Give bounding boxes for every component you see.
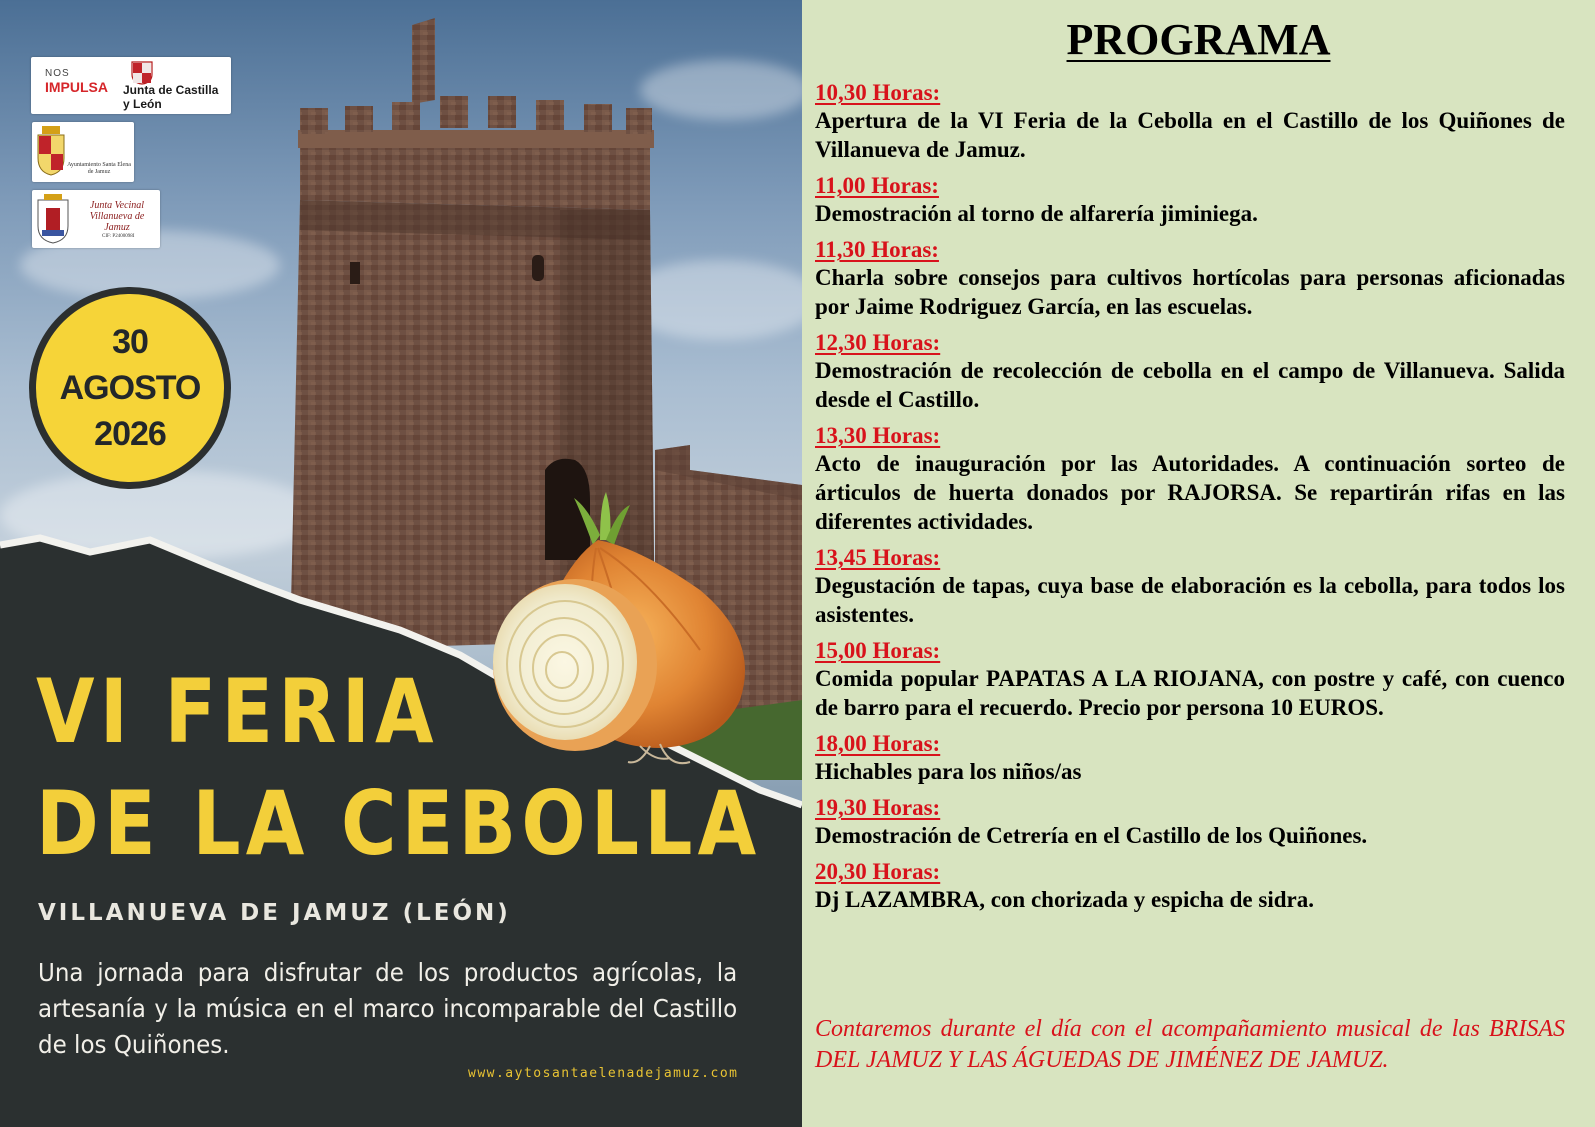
entry-text: Acto de inauguración por las Autoridades. A continuación sorteo de árticulos de huerta donados por RAJORSA. Se repartirán rifas en las diferentes actividades. (815, 451, 1565, 534)
program-entry (815, 330, 1565, 414)
closing-note: Contaremos durante el día con el acompañamiento musical de las BRISAS DEL JAMUZ Y LAS ÁGUEDAS DE JIMÉNEZ DE JAMUZ. (815, 1016, 1565, 1073)
entry-hour: 19,30 Horas: (815, 795, 941, 820)
junta-label: Junta de Castilla y León (123, 83, 219, 111)
program-entry (815, 545, 1565, 629)
junta-vecinal-logo (32, 190, 160, 248)
junta-vecinal-shield-icon (36, 194, 70, 244)
program-entry (815, 173, 1565, 228)
entry-text: Demostración de recolección de cebolla en el campo de Villanueva. Salida desde el Castillo. (815, 358, 1565, 412)
date-year: 2026 (94, 415, 166, 453)
program-entry (815, 80, 1565, 164)
program-entry (815, 731, 1565, 786)
program-title-text: PROGRAMA (1066, 15, 1331, 64)
poster-title-line1: VI FERIA (36, 660, 439, 763)
junta-shield-icon (131, 61, 153, 85)
entry-text: Dj LAZAMBRA, con chorizada y espicha de sidra. (815, 887, 1314, 912)
program-panel (802, 0, 1595, 1127)
website-link[interactable]: www.aytosantaelenadejamuz.com (468, 1066, 739, 1081)
entry-text: Charla sobre consejos para cultivos hortícolas para personas aficionadas por Jaime Rodriguez García, en las escuelas. (815, 265, 1565, 319)
entry-text: Demostración de Cetrería en el Castillo de los Quiñones. (815, 823, 1368, 848)
nos-label: NOS (45, 68, 70, 79)
program-entry (815, 237, 1565, 321)
entry-hour: 15,00 Horas: (815, 638, 941, 663)
program-entry (815, 638, 1565, 722)
date-day: 30 (112, 323, 148, 361)
program-list (815, 80, 1565, 923)
program-title (802, 14, 1595, 65)
entry-hour: 13,45 Horas: (815, 545, 941, 570)
junta-vecinal-label: Junta Vecinal Villanueva de Jamuz (89, 200, 145, 233)
program-entry (815, 795, 1565, 850)
entry-hour: 11,30 Horas: (815, 237, 939, 262)
poster-location: VILLANUEVA DE JAMUZ (LEÓN) (38, 900, 511, 926)
entry-text: Comida popular PAPATAS A LA RIOJANA, con postre y café, con cuenco de barro para el recuerdo. Precio por persona 10 EUROS. (815, 666, 1565, 720)
entry-hour: 12,30 Horas: (815, 330, 941, 355)
entry-hour: 13,30 Horas: (815, 423, 941, 448)
program-entry (815, 859, 1565, 914)
nos-impulsa-junta-logo (31, 57, 231, 114)
entry-text: Apertura de la VI Feria de la Cebolla en el Castillo de los Quiñones de Villanueva de Jamuz. (815, 108, 1565, 162)
ayuntamiento-shield-icon (36, 126, 66, 176)
cif-label: CIF: P2400098I (102, 234, 135, 239)
entry-text: Demostración al torno de alfarería jiminiega. (815, 201, 1258, 226)
entry-hour: 18,00 Horas: (815, 731, 941, 756)
ayuntamiento-logo (32, 122, 134, 182)
entry-hour: 20,30 Horas: (815, 859, 941, 884)
entry-text: Hichables para los niños/as (815, 759, 1082, 784)
date-badge (29, 287, 231, 489)
entry-hour: 11,00 Horas: (815, 173, 939, 198)
program-entry (815, 423, 1565, 536)
ayuntamiento-label: Ayuntamiento Santa Elena de Jamuz (67, 162, 131, 175)
date-month: AGOSTO (59, 369, 201, 407)
poster-description: Una jornada para disfrutar de los productos agrícolas, la artesanía y la música en el marco incomparable del Castillo de los Quiñones. (38, 958, 738, 1059)
poster-title-line2: DE LA CEBOLLA (36, 772, 762, 875)
entry-hour: 10,30 Horas: (815, 80, 941, 105)
entry-text: Degustación de tapas, cuya base de elaboración es la cebolla, para todos los asistentes. (815, 573, 1565, 627)
impulsa-label: IMPULSA (45, 79, 108, 95)
